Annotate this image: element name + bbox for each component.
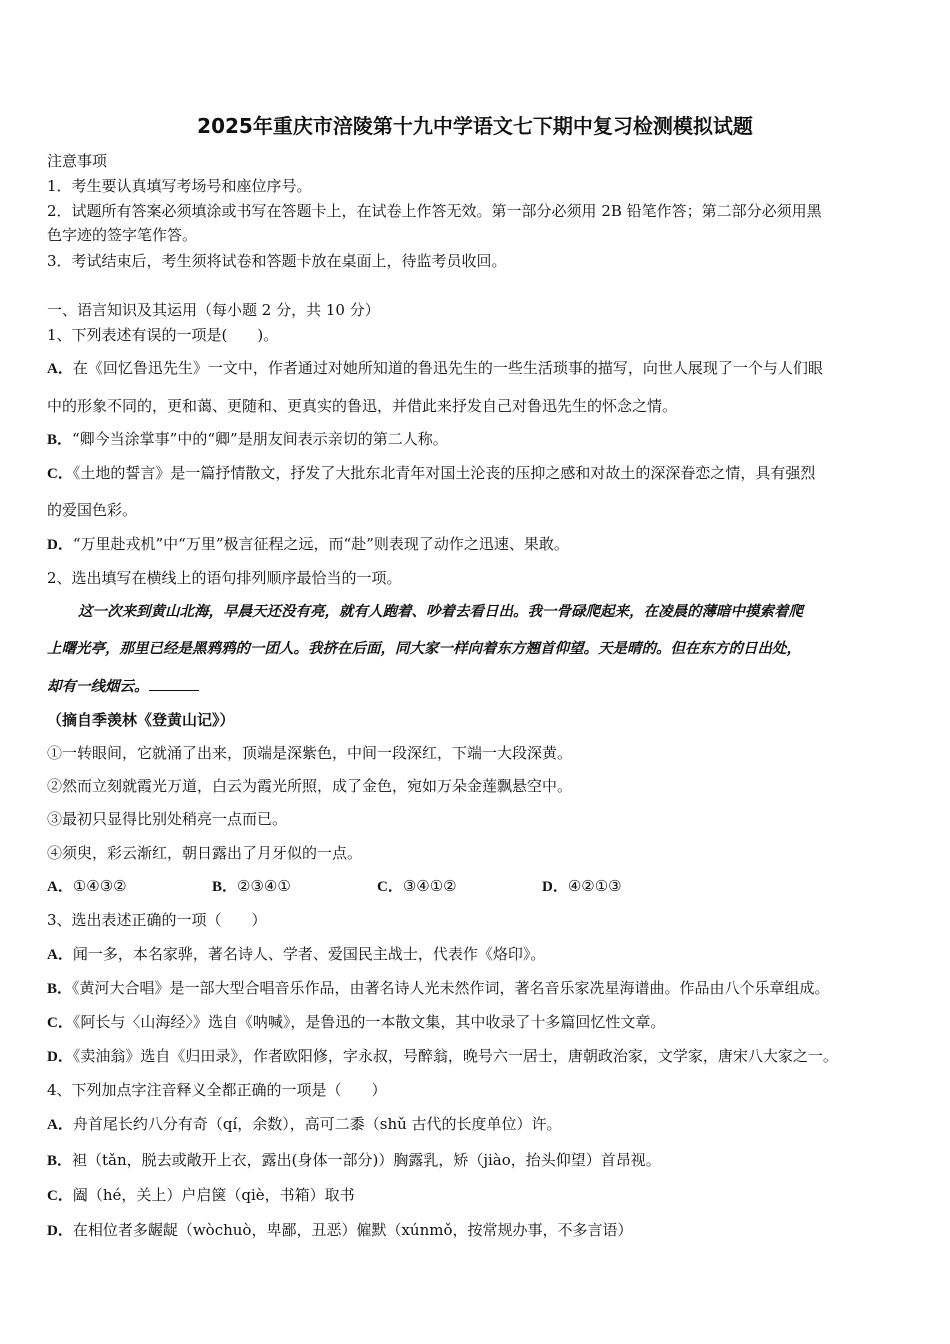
option-letter: D．: [47, 1223, 73, 1239]
passage-line-with-blank: [47, 676, 199, 697]
option-text: 袒（tǎn，脱去或敞开上衣，露出(身体一部分)）胸露乳，矫（jiào，抬头仰望）首昂视。: [72, 1151, 661, 1169]
option-text: “万里赴戎机”中“万里”极言征程之远，而“赴”则表现了动作之迅速、果敢。: [72, 535, 569, 553]
passage-line: 上曙光亭，那里已经是黑鸦鸦的一团人。我挤在后面，同大家一样向着东方翘首仰望。天是晴的。但在东方的日出处，: [47, 640, 801, 657]
question-2-stem: 2、选出填写在横线上的语句排列顺序最恰当的一项。: [47, 569, 402, 587]
option-text: 阖（hé，关上）户启箧（qiè，书箱）取书: [72, 1186, 355, 1204]
passage-source: （摘自季羡林《登黄山记》）: [47, 711, 235, 729]
question-3-stem: 3、选出表述正确的一项（ ）: [47, 911, 267, 929]
answer-blank: [149, 676, 199, 691]
notice-item: 3．考试结束后，考生须将试卷和答题卡放在桌面上，待监考员收回。: [47, 252, 507, 270]
question-4-option-c: [47, 1185, 355, 1206]
notice-item: 1．考生要认真填写考场号和座位序号。: [47, 177, 312, 195]
notice-item: 2．试题所有答案必须填涂或书写在答题卡上，在试卷上作答无效。第一部分必须用 2B 铅笔作答；第二部分必须用黑: [47, 202, 822, 220]
question-1-stem: 1、下列表述有误的一项是( )。: [47, 326, 279, 344]
option-text: 在相位者多龌龊（wòchuò，卑鄙，丑恶）僱默（xúnmǒ，按常规办事，不多言语）: [72, 1221, 633, 1239]
question-3-option-d: [47, 1046, 838, 1067]
question-2-option-a: A．①④③②: [47, 877, 127, 895]
page-title: 2025年重庆市涪陵第十九中学语文七下期中复习检测模拟试题: [197, 114, 753, 138]
question-2-option-c: C．③④①②: [377, 877, 457, 895]
question-3-option-b: [47, 978, 830, 999]
question-1-option-a-cont: 中的形象不同的，更和蔼、更随和、更真实的鲁迅，并借此来抒发自己对鲁迅先生的怀念之情。: [47, 397, 678, 415]
option-letter: C．: [47, 1188, 73, 1204]
option-text: 《卖油翁》选自《归田录》，作者欧阳修，字永叔，号醉翁，晚号六一居士，唐朝政治家，文学家，唐宋八大家之一。: [72, 1047, 838, 1065]
question-4-option-d: [47, 1220, 633, 1241]
question-3-option-c: [47, 1012, 665, 1033]
option-letter: D．: [47, 1049, 73, 1065]
option-text: 在《回忆鲁迅先生》一文中，作者通过对她所知道的鲁迅先生的一些生活琐事的描写，向世人展现了一个与人们眼: [72, 359, 823, 377]
option-letter: B．: [47, 432, 73, 448]
option-letter: A．: [47, 1117, 73, 1133]
option-letter: C．: [47, 466, 73, 482]
option-text: 《黄河大合唱》是一部大型合唱音乐作品，由著名诗人光未然作词，著名音乐家冼星海谱曲。作品由八个乐章组成。: [72, 979, 830, 997]
sentence-1: ①一转眼间，它就涌了出来，顶端是深紫色，中间一段深红，下端一大段深黄。: [47, 744, 573, 762]
option-text: “卿今当涂掌事”中的“卿”是朋友间表示亲切的第二人称。: [72, 430, 448, 448]
passage-line: 这一次来到黄山北海，早晨天还没有亮，就有人跑着、吵着去看日出。我一骨碌爬起来，在凌晨的薄暗中摸索着爬: [78, 603, 803, 620]
question-2-option-b: B．②③④①: [212, 877, 291, 895]
notice-item: 色字迹的签字笔作答。: [47, 226, 198, 244]
option-letter: C．: [47, 1015, 73, 1031]
question-1-option-d: [47, 534, 569, 555]
question-1-option-b: [47, 429, 448, 450]
option-letter: B．: [47, 981, 73, 997]
question-4-option-b: [47, 1150, 661, 1171]
question-2-options: [47, 876, 622, 897]
option-letter: A．: [47, 947, 73, 963]
question-4-stem: 4、下列加点字注音释义全都正确的一项是（ ）: [47, 1081, 387, 1099]
option-text: 《阿长与〈山海经〉》选自《呐喊》，是鲁迅的一本散文集，其中收录了十多篇回忆性文章。: [72, 1013, 666, 1031]
question-1-option-c: [47, 463, 815, 484]
notice-heading: 注意事项: [47, 152, 108, 170]
option-text: 《土地的誓言》是一篇抒情散文，抒发了大批东北青年对国土沦丧的压抑之感和对故土的深深眷恋之情，具有强烈: [72, 464, 816, 482]
option-letter: B．: [47, 1153, 73, 1169]
sentence-4: ④须臾，彩云渐红，朝日露出了月牙似的一点。: [47, 844, 363, 862]
question-3-option-a: [47, 944, 545, 965]
option-text: 舟首尾长约八分有奇（qí，余数），高可二黍（shǔ 古代的长度单位）许。: [72, 1115, 562, 1133]
question-1-option-c-cont: 的爱国色彩。: [47, 501, 138, 519]
question-4-option-a: [47, 1114, 562, 1135]
sentence-3: ③最初只显得比别处稍亮一点而已。: [47, 810, 288, 828]
option-letter: D．: [47, 537, 73, 553]
question-2-option-d: D．④②①③: [542, 877, 622, 895]
question-1-option-a: [47, 358, 823, 379]
passage-text: 却有一线烟云。: [47, 678, 149, 695]
option-text: 闻一多，本名家骅，著名诗人、学者、爱国民主战士，代表作《烙印》。: [72, 945, 546, 963]
option-letter: A．: [47, 361, 73, 377]
sentence-2: ②然而立刻就霞光万道，白云为霞光所照，成了金色，宛如万朵金莲飘悬空中。: [47, 777, 573, 795]
section-heading: 一、语言知识及其运用（每小题 2 分，共 10 分）: [47, 301, 380, 319]
